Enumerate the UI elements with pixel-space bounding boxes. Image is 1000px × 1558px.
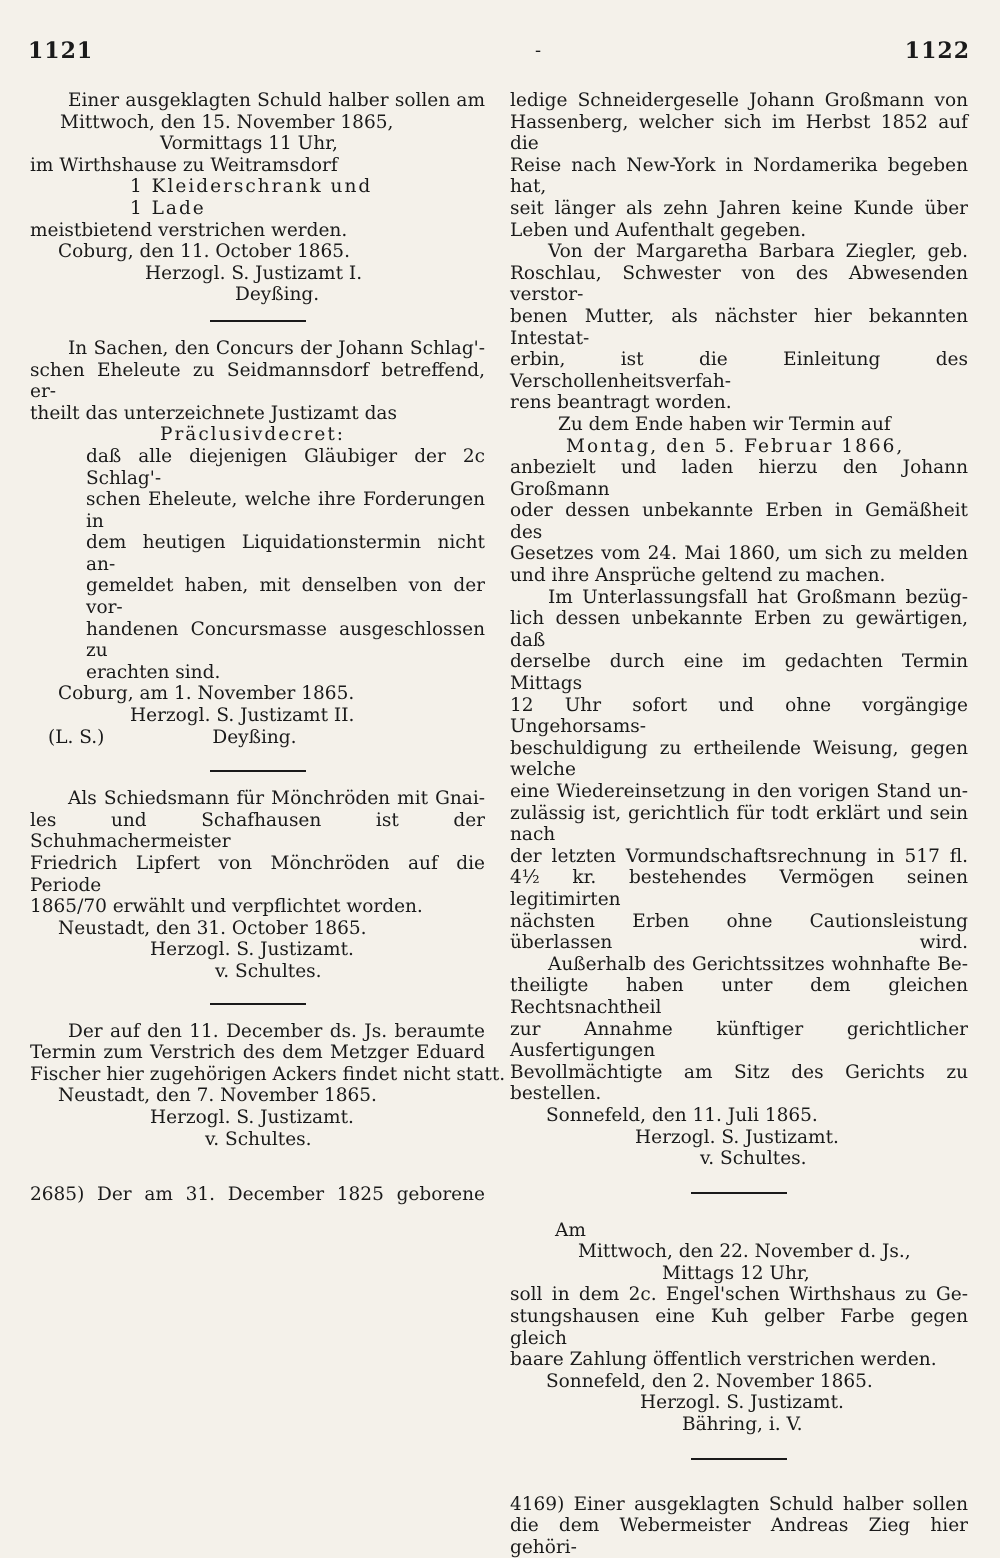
signer: v. Schultes. xyxy=(700,1148,807,1170)
decree-heading: Präclusivdecret: xyxy=(160,424,345,446)
notice-line: Von der Margaretha Barbara Ziegler, geb. xyxy=(548,241,968,263)
notice-line-2685: 2685) Der am 31. December 1825 geborene xyxy=(30,1184,485,1206)
notice-line: 12 Uhr sofort und ohne vorgängige Ungehorsams- xyxy=(510,694,968,738)
notice-line: Friedrich Lipfert von Mönchröden auf die Periode xyxy=(30,853,485,896)
notice-line: zulässig ist, gerichtlich für todt erklärt und sein nach xyxy=(510,802,968,846)
page-number-right: 1122 xyxy=(904,38,970,64)
notice-line: 4½ kr. bestehendes Vermögen seinen legitimirten xyxy=(510,867,968,910)
place-date: Neustadt, den 7. November 1865. xyxy=(58,1085,377,1107)
divider xyxy=(691,1192,787,1194)
place-date: Coburg, am 1. November 1865. xyxy=(58,683,355,705)
termin-date: Montag, den 5. Februar 1866, xyxy=(566,435,905,457)
notice-line: handenen Concursmasse ausgeschlossen zu xyxy=(86,618,485,662)
notice-line: und ihre Ansprüche geltend zu machen. xyxy=(510,565,886,587)
divider xyxy=(210,1003,306,1005)
notice-line: der letzten Vormundschaftsrechnung in 517 fl. xyxy=(510,845,968,867)
signer: Deyßing. xyxy=(212,726,297,748)
notice-line: oder dessen unbekannte Erben in Gemäßheit des xyxy=(510,500,968,543)
notice-line: Zu dem Ende haben wir Termin auf xyxy=(558,413,891,435)
notice-line: les und Schafhausen ist der Schuhmachermeister xyxy=(30,809,485,853)
notice-4169 xyxy=(510,1494,968,1558)
notice-line: im Wirthshause zu Weitramsdorf xyxy=(30,154,338,176)
notice-line: nächsten Erben ohne Cautionsleistung überlassen wird. xyxy=(510,910,968,954)
notice-line: Reise nach New-York in Nordamerika begeben hat, xyxy=(510,154,968,198)
notice-line: Leben und Aufenthalt gegeben. xyxy=(510,219,807,241)
notice-kuh-auction xyxy=(510,1220,968,1436)
notice-line: Gesetzes vom 24. Mai 1860, um sich zu melden xyxy=(510,543,968,565)
notice-line: Außerhalb des Gerichtssitzes wohnhafte Be- xyxy=(548,953,968,975)
notice-auction-weitramsdorf xyxy=(30,90,485,306)
signer: v. Schultes. xyxy=(205,1128,312,1150)
notice-line: Mittags 12 Uhr, xyxy=(662,1262,810,1284)
court-name: Herzogl. S. Justizamt. xyxy=(150,1106,354,1128)
divider xyxy=(210,770,306,772)
notice-line: Fischer hier zugehörigen Ackers findet nicht statt. xyxy=(30,1063,506,1085)
court-name: Herzogl. S. Justizamt I. xyxy=(145,262,363,284)
notice-line: die dem Webermeister Andreas Zieg hier gehöri- xyxy=(510,1515,968,1558)
center-mark: - xyxy=(535,40,542,61)
notice-line: Im Unterlassungsfall hat Großmann bezüg- xyxy=(548,586,968,608)
notice-line: dem heutigen Liquidationstermin nicht an- xyxy=(86,532,485,575)
seal-mark: (L. S.) xyxy=(48,726,105,748)
seal-signer-row xyxy=(30,727,485,749)
notice-line: 1 Kleiderschrank und xyxy=(130,176,373,198)
notice-line: ledige Schneidergeselle Johann Großmann von xyxy=(510,90,968,111)
notice-line: benen Mutter, als nächster hier bekannten Intestat- xyxy=(510,305,968,349)
notice-line: 4169) Einer ausgeklagten Schuld halber sollen xyxy=(510,1493,968,1515)
notice-line: rens beantragt worden. xyxy=(510,392,732,414)
notice-line: zur Annahme künftiger gerichtlicher Ausfertigungen xyxy=(510,1018,968,1062)
notice-line: derselbe durch eine im gedachten Termin Mittags xyxy=(510,651,968,695)
notice-line: seit länger als zehn Jahren keine Kunde über xyxy=(510,197,968,219)
notice-line: eine Wiedereinsetzung in den vorigen Stand un- xyxy=(510,781,968,802)
notice-line: Bevollmächtigte am Sitz des Gerichts zu bestellen. xyxy=(510,1061,968,1105)
notice-line: lich dessen unbekannte Erben zu gewärtigen, daß xyxy=(510,608,968,651)
notice-line: Der auf den 11. December ds. Js. beraumte xyxy=(68,1020,485,1042)
notice-line: daß alle diejenigen Gläubiger der 2c Schlag'- xyxy=(86,445,485,489)
notice-line: Hassenberg, welcher sich im Herbst 1852 auf die xyxy=(510,111,968,155)
notice-line: theilt das unterzeichnete Justizamt das xyxy=(30,402,397,424)
place-date: Sonnefeld, den 11. Juli 1865. xyxy=(546,1104,818,1126)
notice-line: Vormittags 11 Uhr, xyxy=(160,133,338,155)
notice-line: meistbietend verstrichen werden. xyxy=(30,219,348,241)
divider xyxy=(691,1458,787,1460)
notice-line: theiligte haben unter dem gleichen Rechtsnachtheil xyxy=(510,975,968,1018)
notice-line: Mittwoch, den 22. November d. Js., xyxy=(578,1241,911,1263)
notice-line: Roschlau, Schwester von des Abwesenden verstor- xyxy=(510,262,968,306)
notice-line: anbezielt und laden hierzu den Johann Großmann xyxy=(510,457,968,500)
notice-line: baare Zahlung öffentlich verstrichen werden. xyxy=(510,1349,937,1371)
notice-line: stungshausen eine Kuh gelber Farbe gegen gleich xyxy=(510,1306,968,1349)
notice-line: Als Schiedsmann für Mönchröden mit Gnai- xyxy=(68,788,485,810)
right-column xyxy=(510,90,968,1558)
notice-termin-cancelled xyxy=(30,1020,506,1151)
signer: Deyßing. xyxy=(235,284,320,306)
notice-line: soll in dem 2c. Engel'schen Wirthshaus zu Ge- xyxy=(510,1284,968,1306)
divider xyxy=(210,320,306,322)
notice-line: schen Eheleute, welche ihre Forderungen in xyxy=(86,489,485,532)
signer: Bähring, i. V. xyxy=(682,1414,803,1436)
court-name: Herzogl. S. Justizamt. xyxy=(635,1126,839,1148)
notice-praeclusivdecret xyxy=(30,338,485,748)
court-name: Herzogl. S. Justizamt. xyxy=(150,939,354,961)
place-date: Neustadt, den 31. October 1865. xyxy=(58,917,367,939)
notice-line: beschuldigung zu ertheilende Weisung, gegen welche xyxy=(510,737,968,781)
court-name: Herzogl. S. Justizamt II. xyxy=(130,705,355,727)
notice-line: Einer ausgeklagten Schuld halber sollen am xyxy=(68,90,485,111)
notice-line: gemeldet haben, mit denselben von der vor- xyxy=(86,575,485,619)
notice-schiedsmann xyxy=(30,788,485,982)
notice-line: Termin zum Verstrich des dem Metzger Eduard xyxy=(30,1042,485,1064)
notice-line: erbin, ist die Einleitung des Verschollenheitsverfah- xyxy=(510,349,968,392)
left-column xyxy=(30,90,506,1206)
notice-line: Mittwoch, den 15. November 1865, xyxy=(60,111,394,133)
notice-line: schen Eheleute zu Seidmannsdorf betreffend, er- xyxy=(30,359,485,403)
notice-line: 1 Lade xyxy=(130,197,206,219)
page-number-left: 1121 xyxy=(28,38,94,64)
court-name: Herzogl. S. Justizamt. xyxy=(640,1392,844,1414)
notice-line: Am xyxy=(555,1219,586,1241)
notice-line: In Sachen, den Concurs der Johann Schlag'- xyxy=(68,337,485,359)
place-date: Coburg, den 11. October 1865. xyxy=(58,241,350,263)
notice-grossmann xyxy=(510,90,968,1170)
notice-line: erachten sind. xyxy=(86,661,221,683)
notice-line: 1865/70 erwählt und verpflichtet worden. xyxy=(30,896,423,918)
place-date: Sonnefeld, den 2. November 1865. xyxy=(546,1370,873,1392)
signer: v. Schultes. xyxy=(215,960,322,982)
